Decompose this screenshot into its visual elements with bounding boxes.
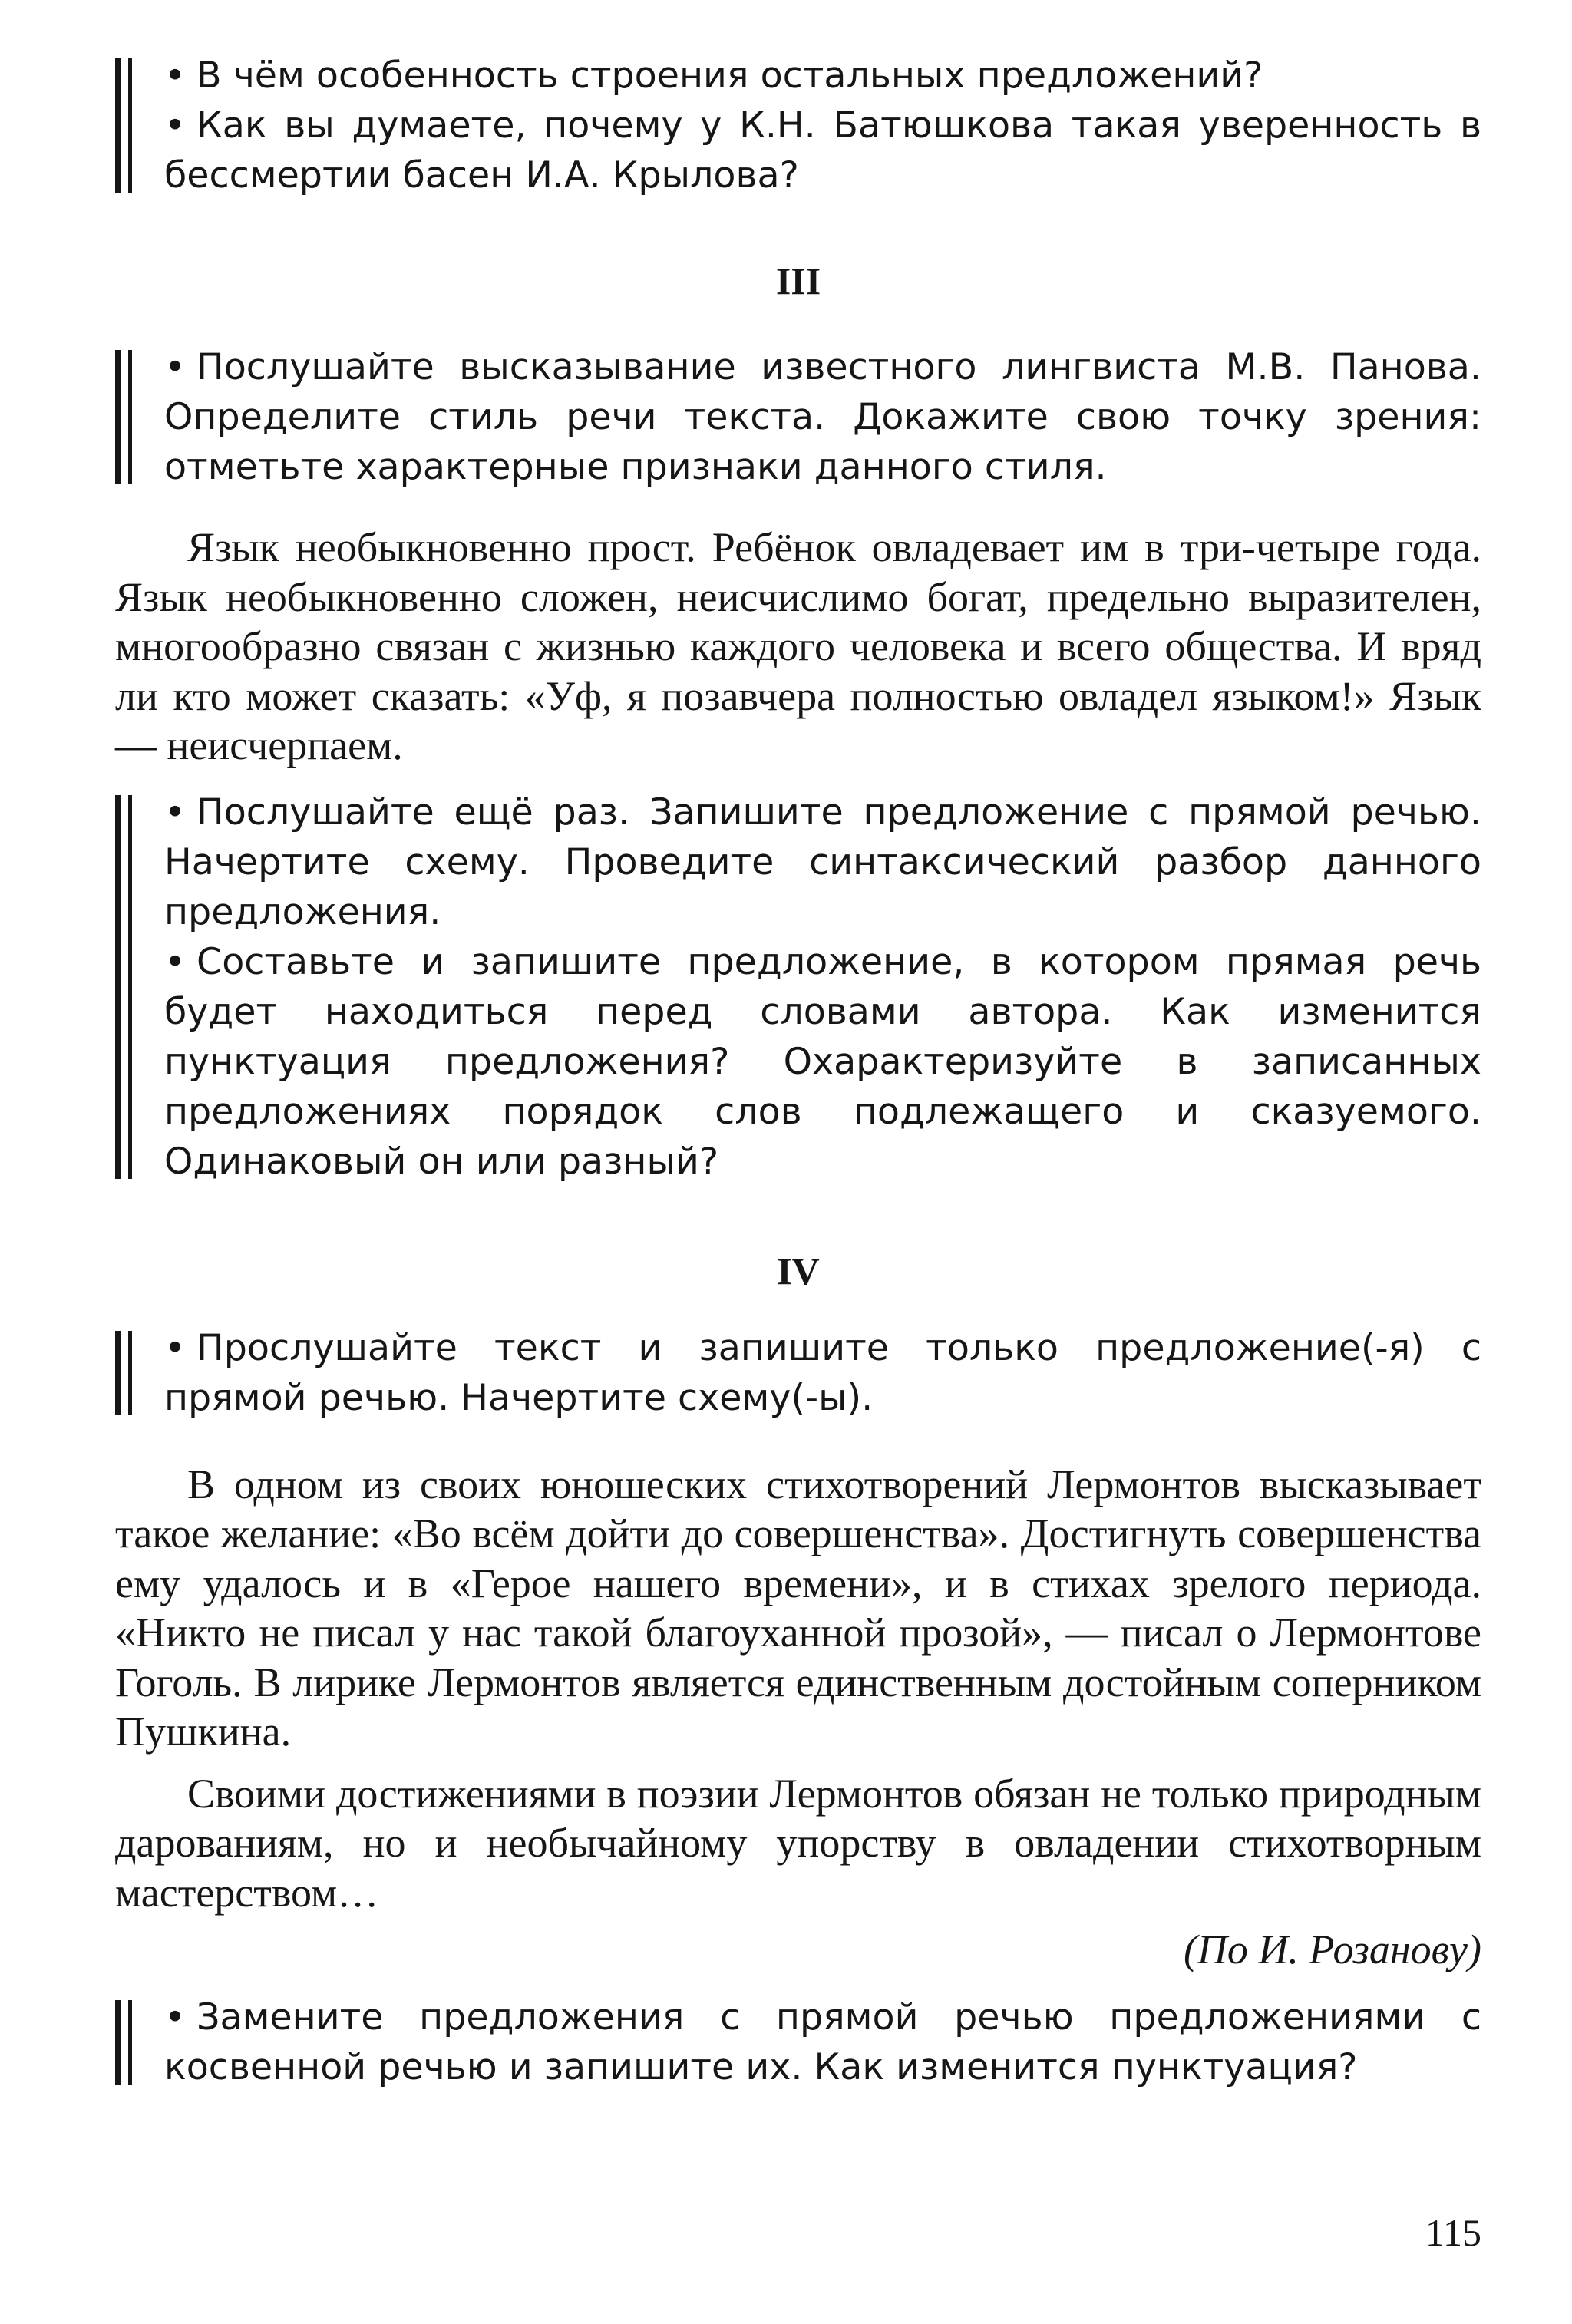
- task-text: В чём особенность строения остальных предложений?: [196, 54, 1263, 97]
- task-item: [164, 51, 1481, 101]
- bullet: •: [164, 1996, 187, 2038]
- task-block-4a: [115, 1323, 1481, 1423]
- task-item: [164, 787, 1481, 937]
- task-item: [164, 101, 1481, 200]
- text-excerpt-lermontov-1: В одном из своих юношеских стихотворений Лермонтов высказывает такое желание: «Во всём дойти до совершенства». Достигнуть совершенства ему удалось и в «Герое нашего времени», и в стихах зрелого периода. «Никто не писал у нас такой благоуханной прозой», — писал о Лермонтове Гоголь. В лирике Лермонтов является единственным достойным соперником Пушкина.: [115, 1461, 1481, 1755]
- bullet: •: [164, 1326, 187, 1369]
- task-block-3b: [115, 787, 1481, 1187]
- bullet: •: [164, 104, 187, 147]
- bullet: •: [164, 346, 187, 388]
- section-title-3: III: [775, 259, 821, 302]
- text-source: (По И. Розанову): [1183, 1926, 1481, 1972]
- bullet: •: [164, 940, 187, 983]
- page-number: 115: [1425, 2211, 1481, 2254]
- task-text: Замените предложения с прямой речью предложениями с косвенной речью и запишите их. Как изменится пунктуация?: [164, 1996, 1481, 2088]
- task-text: Как вы думаете, почему у К.Н. Батюшкова такая уверенность в бессмертии басен И.А. Крылова?: [164, 104, 1481, 196]
- task-block-1: [115, 51, 1481, 200]
- task-item: [164, 1992, 1481, 2092]
- task-bar: [115, 1331, 132, 1415]
- textbook-page: [115, 45, 1481, 2092]
- task-bar: [115, 350, 132, 484]
- text-excerpt-panov: Язык необыкновенно прост. Ребёнок овладевает им в три-четыре года. Язык необыкновенно сложен, неисчислимо богат, предельно выразителен, многообразно связан с жизнью каждого человека и всего общества. И вряд ли кто может сказать: «Уф, я позавчера полностью овладел языком!» Язык — неисчерпаем.: [115, 524, 1481, 768]
- task-text: Послушайте высказывание известного лингвиста М.В. Панова. Определите стиль речи текста. Докажите свою точку зрения: отметьте характерные признаки данного стиля.: [164, 346, 1481, 488]
- section-title-4: IV: [777, 1249, 820, 1292]
- task-block-3a: [115, 342, 1481, 492]
- task-bar: [115, 58, 132, 193]
- task-bar: [115, 2000, 132, 2085]
- text-excerpt-lermontov-2: Своими достижениями в поэзии Лермонтов обязан не только природным дарованиям, но и необычайному упорству в овладении стихотворным мастерством…: [115, 1770, 1481, 1916]
- bullet: •: [164, 54, 187, 97]
- task-block-4b: [115, 1992, 1481, 2092]
- task-item: [164, 1323, 1481, 1423]
- task-bar: [115, 795, 132, 1179]
- task-text: Составьте и запишите предложение, в котором прямая речь будет находиться перед словами автора. Как изменится пунктуация предложения? Охарактеризуйте в записанных предложениях порядок слов подлежащего и сказуемого. Одинаковый он или разный?: [164, 940, 1481, 1183]
- task-item: [164, 937, 1481, 1187]
- bullet: •: [164, 791, 187, 834]
- task-item: [164, 342, 1481, 492]
- task-text: Прослушайте текст и запишите только предложение(-я) с прямой речью. Начертите схему(-ы).: [164, 1326, 1481, 1419]
- task-text: Послушайте ещё раз. Запишите предложение с прямой речью. Начертите схему. Проведите синтаксический разбор данного предложения.: [164, 791, 1481, 933]
